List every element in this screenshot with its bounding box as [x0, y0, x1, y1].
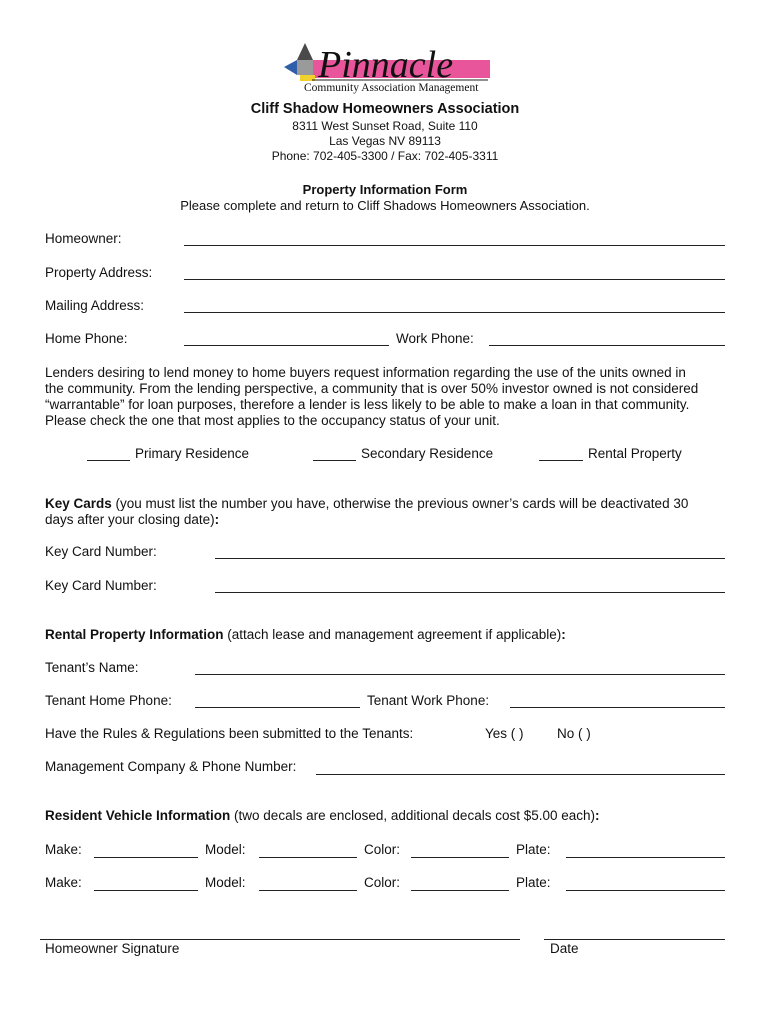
date-label: Date — [550, 941, 579, 956]
logo-brand-text: Pinnacle — [318, 44, 454, 86]
form-title: Property Information Form — [302, 182, 468, 197]
work-phone-label: Work Phone: — [396, 331, 474, 346]
vehicle2-model-field[interactable] — [259, 890, 357, 891]
tenant-home-phone-label: Tenant Home Phone: — [45, 693, 172, 708]
key-cards-note1: (you must list the number you have, otherwise the previous owner’s cards will be deactivated 30 — [111, 496, 689, 511]
key-card-number-label-1: Key Card Number: — [45, 544, 157, 559]
vehicle1-color-field[interactable] — [411, 857, 509, 858]
rental-note: (attach lease and management agreement if applicable) — [223, 627, 562, 642]
primary-residence-label: Primary Residence — [135, 446, 250, 461]
vehicle1-color-label: Color: — [364, 842, 401, 857]
vehicle2-model-label: Model: — [205, 875, 246, 890]
rules-no-option[interactable]: No ( ) — [557, 726, 591, 741]
secondary-residence-check-blank[interactable] — [313, 460, 356, 461]
vehicle-note: (two decals are enclosed, additional decals cost $5.00 each) — [230, 808, 596, 823]
key-cards-colon: : — [214, 512, 220, 527]
vehicle1-plate-label: Plate: — [516, 842, 551, 857]
work-phone-field[interactable] — [489, 345, 725, 346]
tenant-name-label: Tenant’s Name: — [45, 660, 139, 675]
rental-colon: : — [561, 627, 566, 642]
logo-left-triangle — [284, 60, 297, 75]
logo-center-square — [297, 60, 313, 75]
home-phone-field[interactable] — [184, 345, 389, 346]
mailing-address-field[interactable] — [184, 312, 725, 313]
vehicle-heading-line — [45, 808, 600, 824]
lenders-text-line3: “warrantable” for loan purposes, therefore a lender is less likely to be able to make a loan in that community. — [45, 397, 690, 412]
logo-subtitle-text: Community Association Management — [304, 82, 479, 94]
key-cards-note2: days after your closing date) — [45, 512, 215, 527]
rental-property-check-blank[interactable] — [539, 460, 583, 461]
vehicle-colon: : — [595, 808, 600, 823]
lenders-text-line2: the community. From the lending perspective, a community that is over 50% investor owned is not considered — [45, 381, 699, 396]
tenant-home-phone-field[interactable] — [195, 707, 360, 708]
vehicle2-plate-label: Plate: — [516, 875, 551, 890]
rules-question-label: Have the Rules & Regulations been submitted to the Tenants: — [45, 726, 414, 741]
homeowner-signature-field[interactable] — [40, 939, 520, 940]
org-address-line1: 8311 West Sunset Road, Suite 110 — [292, 119, 478, 133]
vehicle-heading: Resident Vehicle Information — [45, 808, 231, 823]
pinnacle-logo — [282, 40, 492, 101]
vehicle2-make-field[interactable] — [94, 890, 198, 891]
date-field[interactable] — [544, 939, 725, 940]
rules-yes-option[interactable]: Yes ( ) — [485, 726, 524, 741]
key-card-number-field-2[interactable] — [215, 592, 725, 593]
lenders-text-line1: Lenders desiring to lend money to home buyers request information regarding the use of the units owned in — [45, 365, 686, 380]
org-address-line2: Las Vegas NV 89113 — [329, 134, 441, 148]
vehicle1-make-label: Make: — [45, 842, 82, 857]
home-phone-label: Home Phone: — [45, 331, 128, 346]
rental-heading: Rental Property Information — [45, 627, 224, 642]
vehicle2-make-label: Make: — [45, 875, 82, 890]
key-cards-heading: Key Cards — [45, 496, 112, 511]
vehicle2-plate-field[interactable] — [566, 890, 725, 891]
rental-property-label: Rental Property — [588, 446, 682, 461]
vehicle1-plate-field[interactable] — [566, 857, 725, 858]
mailing-address-label: Mailing Address: — [45, 298, 145, 313]
key-card-number-field-1[interactable] — [215, 558, 725, 559]
lenders-text-line4: Please check the one that most applies to the occupancy status of your unit. — [45, 413, 500, 428]
logo-top-triangle — [297, 43, 313, 60]
key-card-number-label-2: Key Card Number: — [45, 578, 157, 593]
homeowner-field[interactable] — [184, 245, 725, 246]
tenant-work-phone-field[interactable] — [510, 707, 725, 708]
homeowner-label: Homeowner: — [45, 231, 122, 246]
property-address-field[interactable] — [184, 279, 725, 280]
vehicle2-color-label: Color: — [364, 875, 401, 890]
vehicle1-model-field[interactable] — [259, 857, 357, 858]
vehicle1-make-field[interactable] — [94, 857, 198, 858]
management-company-label: Management Company & Phone Number: — [45, 759, 297, 774]
secondary-residence-label: Secondary Residence — [361, 446, 494, 461]
homeowner-signature-label: Homeowner Signature — [45, 941, 180, 956]
vehicle1-model-label: Model: — [205, 842, 246, 857]
org-phone-fax: Phone: 702-405-3300 / Fax: 702-405-3311 — [271, 149, 499, 163]
rental-heading-line — [45, 627, 566, 643]
vehicle2-color-field[interactable] — [411, 890, 509, 891]
pinnacle-logo-mark — [282, 40, 492, 96]
key-cards-heading-line2 — [45, 512, 219, 528]
form-instructions: Please complete and return to Cliff Shadows Homeowners Association. — [180, 198, 590, 213]
management-company-field[interactable] — [316, 774, 725, 775]
tenant-name-field[interactable] — [195, 674, 725, 675]
property-address-label: Property Address: — [45, 265, 153, 280]
org-name: Cliff Shadow Homeowners Association — [250, 101, 520, 117]
primary-residence-check-blank[interactable] — [87, 460, 130, 461]
key-cards-heading-line1 — [45, 496, 688, 512]
tenant-work-phone-label: Tenant Work Phone: — [367, 693, 490, 708]
